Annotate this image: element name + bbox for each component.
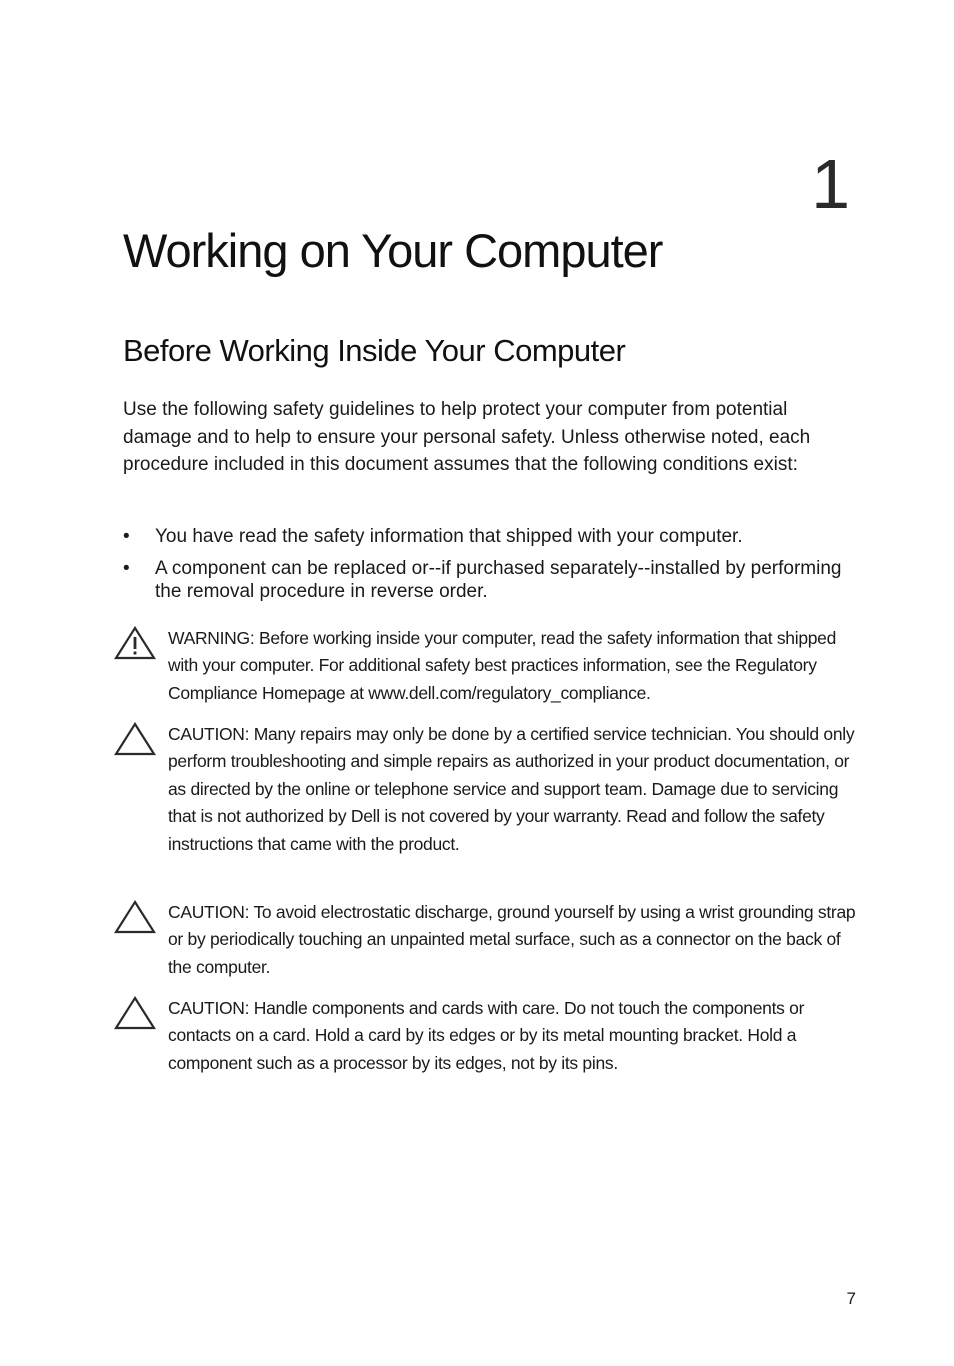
warning-icon [113, 625, 157, 661]
caution-notice [113, 995, 858, 1077]
chapter-title: Working on Your Computer [123, 224, 663, 277]
list-item-text: You have read the safety information that shipped with your computer. [155, 526, 743, 547]
page-number: 7 [846, 1289, 856, 1308]
warning-notice [113, 625, 858, 707]
caution-notice [113, 721, 858, 858]
bullet-mark: • [123, 526, 130, 547]
list-item [123, 557, 858, 603]
list-item-text: A component can be replaced or--if purchased separately--installed by performing the removal procedure in reverse order. [155, 558, 842, 602]
caution-notice [113, 899, 858, 981]
caution-text: CAUTION: Handle components and cards with care. Do not touch the components or contacts on a card. Hold a card by its edges or by its metal mounting bracket. Hold a component such as a processor by its edges, not by its pins. [168, 998, 805, 1073]
section-title: Before Working Inside Your Computer [123, 333, 626, 368]
list-item [123, 525, 858, 548]
chapter-number: 1 [811, 145, 850, 223]
caution-icon [113, 899, 157, 935]
caution-text: CAUTION: Many repairs may only be done by a certified service technician. You should only perform troubleshooting and simple repairs as authorized in your product documentation, or as directed by the online or telephone service and support team. Damage due to servicing that is not authorized by Dell is not covered by your warranty. Read and follow the safety instructions that came with the product. [168, 724, 855, 854]
caution-text: CAUTION: To avoid electrostatic discharge, ground yourself by using a wrist grounding strap or by periodically touching an unpainted metal surface, such as a connector on the back of the computer. [168, 902, 856, 977]
intro-paragraph: Use the following safety guidelines to help protect your computer from potential damage and to help to ensure your personal safety. Unless otherwise noted, each procedure included in this document assumes that the following conditions exist: [123, 399, 811, 475]
caution-icon [113, 995, 157, 1031]
warning-text: WARNING: Before working inside your computer, read the safety information that shipped with your computer. For additional safety best practices information, see the Regulatory Compliance Homepage at www.dell.com/regulatory_compliance. [168, 628, 837, 703]
conditions-list [123, 525, 858, 612]
caution-icon [113, 721, 157, 757]
bullet-mark: • [123, 558, 130, 579]
